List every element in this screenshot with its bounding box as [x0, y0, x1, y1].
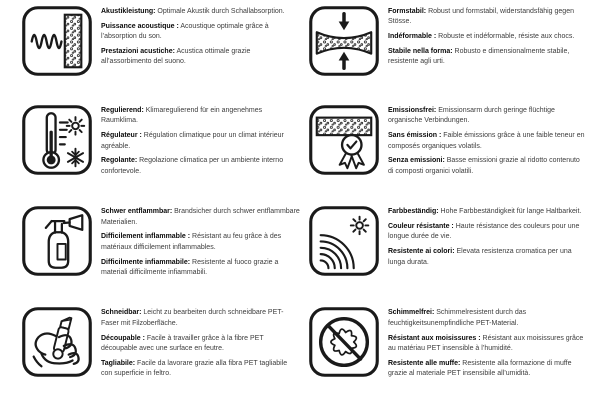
feature-paragraph-it: Tagliabile: Facile da lavorare grazie alla fibra PET tagliabile con superficie in feltro.	[101, 359, 288, 378]
feature-paragraph-fr: Sans émission : Faible émissions grâce à une faible teneur en composés organiques volatils.	[388, 132, 585, 150]
fire-extinguisher-icon	[46, 215, 82, 268]
feature-paragraph-de: Akustikleistung: Optimale Akustik durch Schallabsorption.	[101, 8, 285, 15]
climate-regulating-icon	[22, 105, 92, 175]
feature-paragraph-it: Difficilmente infiammabile: Resistente al fuoco grazie a materiali difficilmente infiammabili.	[101, 258, 279, 276]
feature-paragraph-it: Prestazioni acustiche: Acustica ottimale grazie all’assorbimento del suono.	[101, 48, 251, 66]
feature-paragraph-fr: Difficilement inflammable : Résistant au feu grâce à des matériaux difficilement inflammables.	[101, 233, 282, 251]
feature-block-emission-free	[309, 105, 587, 177]
feature-block-acoustic	[22, 6, 300, 76]
feature-paragraph-fr: Indéformable : Robuste et indéformable, résiste aux chocs.	[388, 33, 575, 41]
feature-texts	[101, 6, 300, 68]
feature-paragraph-it: Resistente alle muffe: Resistente alla formazione di muffe grazie al materiale PET insensibile all’umidità.	[388, 359, 572, 378]
feature-texts	[101, 105, 300, 177]
feature-texts	[388, 105, 587, 177]
feature-paragraph-de: Schwer entflammbar: Brandsicher durch schwer entflammbare Materialien.	[101, 208, 300, 226]
feature-paragraph-it: Senza emissioni: Basse emissioni grazie al ridotto contenuto di composti organici volatili.	[388, 157, 580, 175]
feature-paragraph-de: Farbbeständig: Hohe Farbbeständigkeit für lange Haltbarkeit.	[388, 208, 582, 216]
sound-absorption-icon	[22, 6, 92, 76]
feature-paragraph-de: Schimmelfrei: Schimmelresistent durch das feuchtigkeitsunempfindliche PET-Material.	[388, 309, 527, 327]
feature-paragraph-fr: Couleur résistante : Haute résistance des couleurs pour une longue durée de vie.	[388, 223, 580, 241]
feature-block-cuttable	[22, 307, 300, 379]
rainbow-arcs-icon	[321, 235, 354, 268]
feature-block-mold-free	[309, 307, 587, 379]
award-ribbon-icon	[340, 135, 364, 168]
cutter-knife-icon	[52, 316, 72, 360]
fire-retardant-icon	[22, 206, 92, 276]
feature-paragraph-de: Schneidbar: Leicht zu bearbeiten durch schneidbare PET-Faser mit Filzoberfläche.	[101, 309, 284, 327]
mold-free-icon	[309, 307, 379, 377]
feature-texts	[388, 6, 587, 68]
feature-texts	[388, 206, 587, 268]
feature-paragraph-de: Formstabil: Robust und formstabil, widerstandsfähig gegen Stösse.	[388, 8, 574, 26]
feature-paragraph-it: Resistente ai colori: Elevata resistenza cromatica per una lunga durata.	[388, 248, 572, 266]
cuttable-icon	[22, 307, 92, 377]
feature-block-climate-regulating	[22, 105, 300, 177]
feature-paragraph-it: Stabile nella forma: Robusto e dimensionalmente stabile, resistente agli urti.	[388, 48, 570, 66]
sun-icon	[67, 117, 85, 134]
snowflake-icon	[68, 149, 83, 167]
feature-texts	[101, 206, 300, 278]
feature-block-shape-stability	[309, 6, 587, 76]
sun-icon	[351, 217, 369, 235]
feature-texts	[101, 307, 300, 379]
feature-paragraph-de: Emissionsfrei: Emissionsarm durch geringe flüchtige organische Verbindungen.	[388, 107, 555, 125]
feature-block-fire-retardant	[22, 206, 300, 278]
feature-paragraph-de: Regulierend: Klimaregulierend für ein angenehmes Raumklima.	[101, 107, 263, 125]
shape-stability-icon	[309, 6, 379, 76]
feature-paragraph-fr: Résistant aux moisissures : Résistant aux moisissures grâce au matériau PET insensible à l’humidité.	[388, 334, 584, 352]
feature-paragraph-it: Regolante: Regolazione climatica per un ambiente interno confortevole.	[101, 157, 284, 175]
feature-block-color-fastness	[309, 206, 587, 278]
feature-texts	[388, 307, 587, 379]
color-fastness-icon	[309, 206, 379, 276]
feature-paragraph-fr: Découpable : Facile à travailler grâce à la fibre PET découpable avec une surface en feutre.	[101, 334, 264, 352]
feature-paragraph-fr: Régulateur : Régulation climatique pour un climat intérieur agréable.	[101, 132, 284, 150]
emission-free-icon	[309, 105, 379, 175]
feature-paragraph-fr: Puissance acoustique : Acoustique optimale grâce à l’absorption du son.	[101, 22, 269, 41]
